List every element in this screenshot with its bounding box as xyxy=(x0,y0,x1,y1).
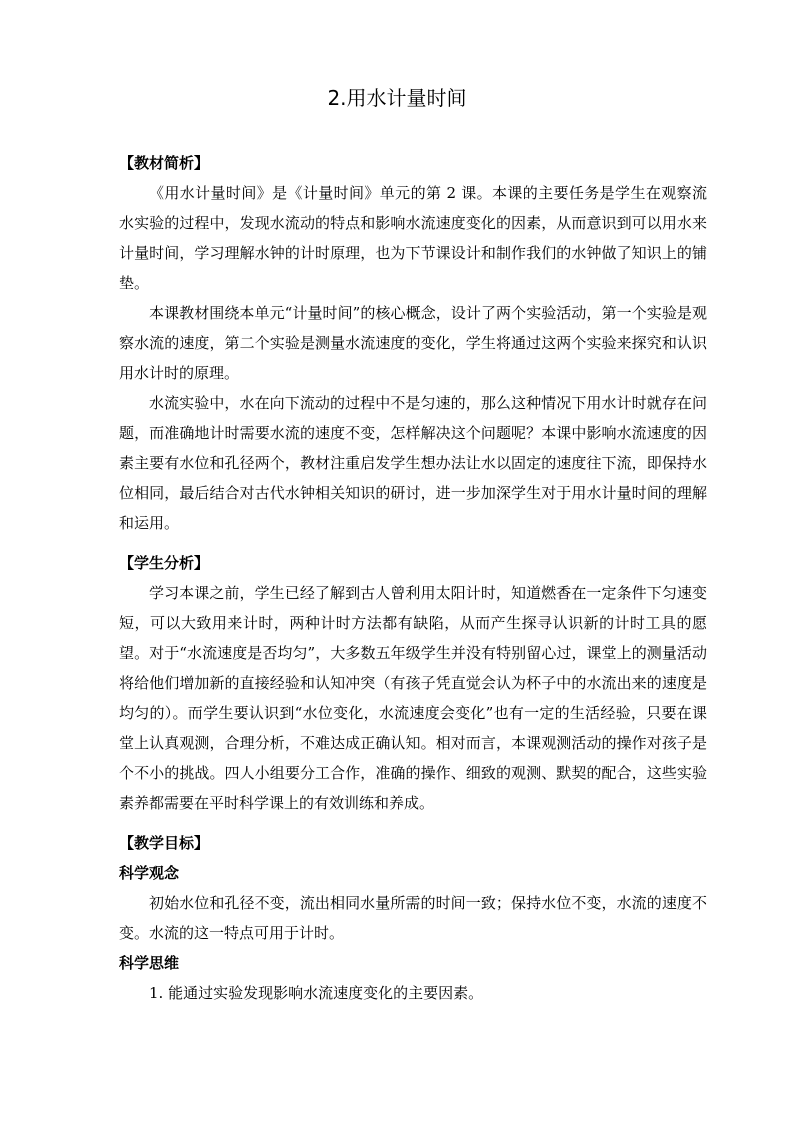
section-heading-teaching-goals: 【教学目标】 xyxy=(119,834,210,852)
subheading-science-thinking: 科学思维 xyxy=(119,954,180,972)
document-body xyxy=(119,148,707,1008)
section-heading-student-analysis: 【学生分析】 xyxy=(119,554,210,572)
subheading-science-concepts: 科学观念 xyxy=(119,864,180,882)
paragraph: 初始水位和孔径不变，流出相同水量所需的时间一致；保持水位不变，水流的速度不变。水流的这一特点可用于计时。 xyxy=(119,894,707,942)
paragraph: 学习本课之前，学生已经了解到古人曾利用太阳计时，知道燃香在一定条件下匀速变短，可以大致用来计时，两种计时方法都有缺陷，从而产生探寻认识新的计时工具的愿望。对于“水流速度是否均匀”，大多数五年级学生并没有特别留心过，课堂上的测量活动将给他们增加新的直接经验和认知冲突（有孩子凭直觉会认为杯子中的水流出来的速度是均匀的）。而学生要认识到“水位变化，水流速度会变化”也有一定的生活经验，只要在课堂上认真观测，合理分析，不难达成正确认知。相对而言，本课观测活动的操作对孩子是个不小的挑战。四人小组要分工合作，准确的操作、细致的观测、默契的配合，这些实验素养都需要在平时科学课上的有效训练和养成。 xyxy=(119,584,707,812)
list-item: 1. 能通过实验发现影响水流速度变化的主要因素。 xyxy=(149,984,484,1002)
section-spacer xyxy=(119,818,707,828)
paragraph: 水流实验中，水在向下流动的过程中不是匀速的，那么这种情况下用水计时就存在问题，而准确地计时需要水流的速度不变，怎样解决这个问题呢？本课中影响水流速度的因素主要有水位和孔径两个，教材注重启发学生想办法让水以固定的速度往下流，即保持水位相同，最后结合对古代水钟相关知识的研讨，进一步加深学生对于用水计量时间的理解和运用。 xyxy=(119,394,707,532)
section-spacer xyxy=(119,538,707,548)
paragraph: 《用水计量时间》是《计量时间》单元的第 2 课。本课的主要任务是学生在观察流水实验的过程中，发现水流动的特点和影响水流速度变化的因素，从而意识到可以用水来计量时间，学习理解水钟的计时原理，也为下节课设计和制作我们的水钟做了知识上的铺垫。 xyxy=(119,184,707,292)
paragraph: 本课教材围绕本单元“计量时间”的核心概念，设计了两个实验活动，第一个实验是观察水流的速度，第二个实验是测量水流速度的变化，学生将通过这两个实验来探究和认识用水计时的原理。 xyxy=(119,304,707,382)
section-heading-textbook-analysis: 【教材简析】 xyxy=(119,154,210,172)
page-title: 2.用水计量时间 xyxy=(327,86,467,110)
